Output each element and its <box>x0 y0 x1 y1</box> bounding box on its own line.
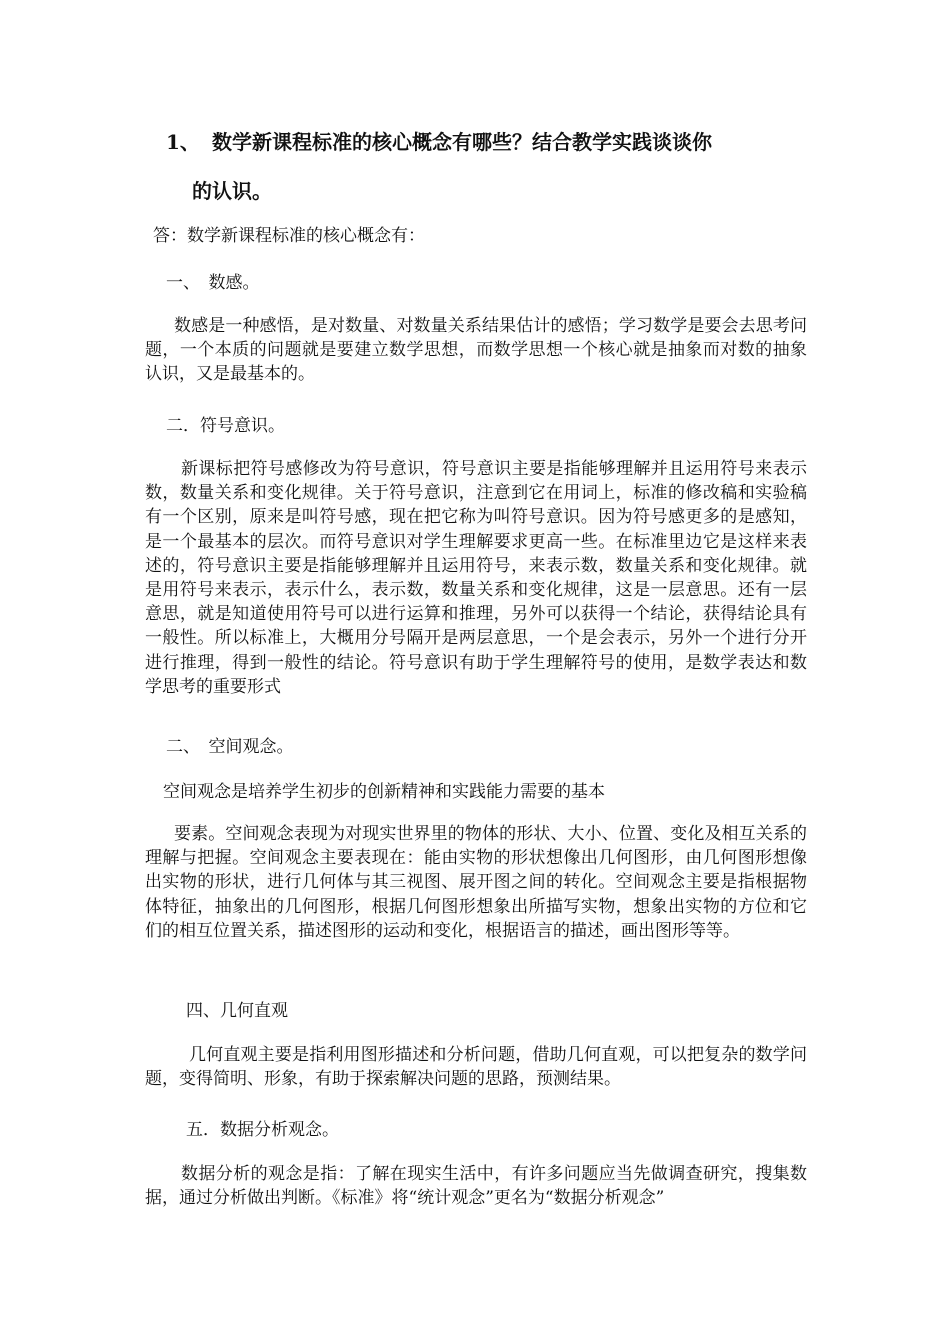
section-heading-number-sense: 一、 数感。 <box>166 273 260 293</box>
section-heading-data-analysis: 五．数据分析观念。 <box>186 1120 339 1140</box>
section-heading-symbol-awareness: 二．符号意识。 <box>166 416 285 436</box>
section-heading-geometric-intuition: 四、几何直观 <box>186 1001 288 1021</box>
section-heading-spatial-concept: 二、 空间观念。 <box>166 737 294 757</box>
paragraph-symbol-awareness: 新课标把符号感修改为符号意识，符号意识主要是指能够理解并且运用符号来表示数，数量关系和变化规律。关于符号意识，注意到它在用词上，标准的修改稿和实验稿有一个区别，原来是叫符号感，现在把它称为叫符号意识。因为符号感更多的是感知，是一个最基本的层次。而符号意识对学生理解要求更高一些。在标准里边它是这样来表述的，符号意识主要是指能够理解并且运用符号，来表示数，数量关系和变化规律。就是用符号来表示，表示什么，表示数，数量关系和变化规律，这是一层意思。还有一层意思，就是知道使用符号可以进行运算和推理，另外可以获得一个结论，获得结论具有一般性。所以标准上，大概用分号隔开是两层意思，一个是会表示，另外一个进行分开进行推理，得到一般性的结论。符号意识有助于学生理解符号的使用，是数学表达和数学思考的重要形式 <box>145 459 807 697</box>
question-number: 1、 <box>166 130 200 154</box>
paragraph-data-analysis: 数据分析的观念是指：了解在现实生活中，有许多问题应当先做调查研究，搜集数据，通过分析做出判断。《标准》将“统计观念”更名为“数据分析观念” <box>145 1164 807 1209</box>
question-text-line2: 的认识。 <box>192 179 272 203</box>
paragraph-spatial-concept: 要素。空间观念表现为对现实世界里的物体的形状、大小、位置、变化及相互关系的理解与把握。空间观念主要表现在：能由实物的形状想像出几何图形，由几何图形想像出实物的形状，进行几何体与其三视图、展开图之间的转化。空间观念主要是指根据物体特征，抽象出的几何图形，根据几何图形想象出所描写实物，想象出实物的方位和它们的相互位置关系，描述图形的运动和变化，根据语言的描述，画出图形等等。 <box>145 824 807 941</box>
paragraph-geometric-intuition: 几何直观主要是指利用图形描述和分析问题，借助几何直观，可以把复杂的数学问题，变得简明、形象，有助于探索解决问题的思路，预测结果。 <box>145 1045 807 1090</box>
question-text-line1: 数学新课程标准的核心概念有哪些？结合教学实践谈谈你 <box>212 130 712 154</box>
paragraph-number-sense: 数感是一种感悟，是对数量、对数量关系结果估计的感悟；学习数学是要会去思考问题，一个本质的问题就是要建立数学思想，而数学思想一个核心就是抽象而对数的抽象认识，又是最基本的。 <box>145 316 807 385</box>
paragraph-spatial-concept-lead: 空间观念是培养学生初步的创新精神和实践能力需要的基本 <box>163 782 605 802</box>
answer-intro: 答：数学新课程标准的核心概念有： <box>153 226 425 246</box>
